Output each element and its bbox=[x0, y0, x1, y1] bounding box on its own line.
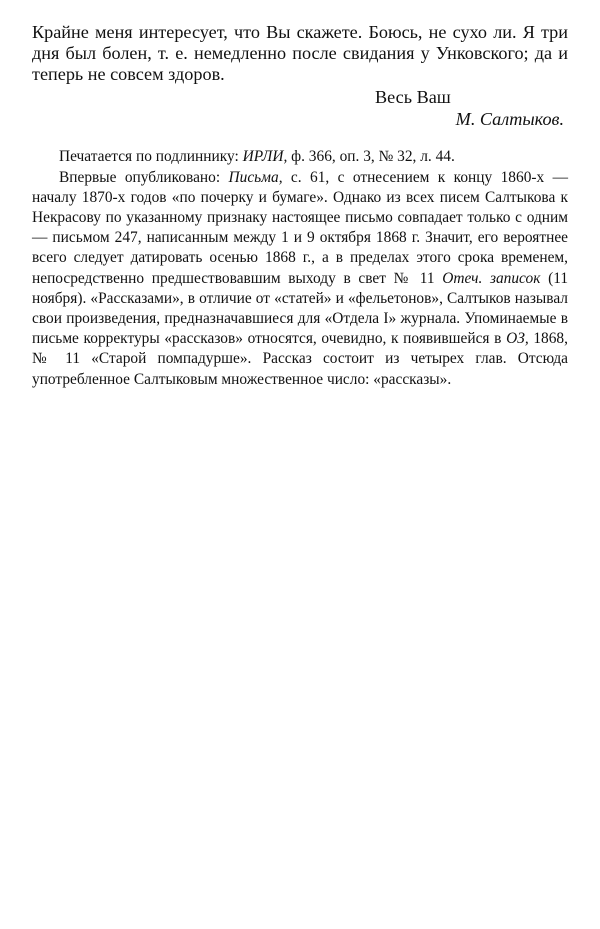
commentary-text-2: с. 61, с отнесением к концу 1860-х — началу 1870-х годов «по почерку и бумаге». Однако из всех писем Салтыкова к Некрасову по указанному признаку настоящее письмо совпадает только с одним — письмом 247, написанным между 1 и 9 октября 1868 г. Значит, его вероятнее всего следует датировать осенью 1868 г., а в пределах этого срока временем, непосредственно предшествовавшим выходу в свет № 11 bbox=[32, 168, 568, 287]
page bbox=[32, 22, 568, 390]
source-note bbox=[32, 147, 568, 167]
commentary-italic-1: Письма, bbox=[228, 168, 283, 186]
letter-paragraph: Крайне меня интересует, что Вы скажете. Боюсь, не сухо ли. Я три дня был болен, т. е. немедленно после свидания у Унковского; да и теперь не совсем здоров. bbox=[32, 22, 568, 84]
source-prefix: Печатается по подлиннику: bbox=[59, 148, 243, 166]
editorial-notes bbox=[32, 147, 568, 389]
letter-text bbox=[32, 22, 568, 84]
archive-reference: ф. 366, оп. 3, № 32, л. 44. bbox=[287, 148, 455, 166]
closing-salutation: Весь Ваш bbox=[375, 87, 451, 108]
commentary-text-3: (11 ноября). «Рассказами», в отличие от «статей» и «фельетонов», Салтыков называл свои произведения, предназначавшиеся для «Отдела I» журнала. Упоминаемые в письме корректуры «рассказов» относятся, очевидно, к появившейся в bbox=[32, 269, 569, 348]
commentary-italic-3: ОЗ, bbox=[506, 330, 529, 348]
signature: М. Салтыков. bbox=[455, 109, 564, 130]
commentary-note bbox=[32, 168, 568, 390]
commentary-text-4: 1868, № 11 «Старой помпадурше». Рассказ состоит из четырех глав. Отсюда употребленное Салтыковым множественное число: «рассказы». bbox=[32, 330, 568, 388]
archive-name: ИРЛИ, bbox=[242, 148, 288, 166]
letter-closing bbox=[32, 86, 568, 130]
commentary-text-1: Впервые опубликовано: bbox=[59, 168, 229, 186]
commentary-italic-2: Отеч. записок bbox=[442, 269, 541, 287]
